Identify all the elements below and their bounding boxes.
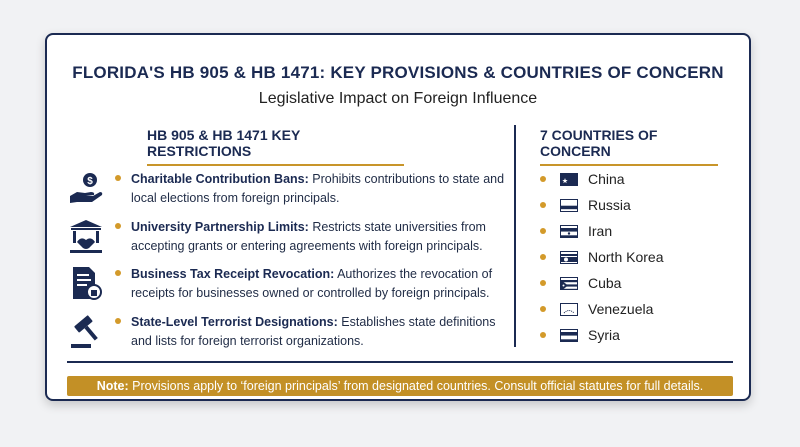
country-item — [540, 300, 720, 320]
russia-flag-icon — [560, 199, 578, 212]
restrictions-heading: HB 905 & HB 1471 KEY RESTRICTIONS — [147, 127, 404, 166]
gavel-icon — [67, 313, 105, 351]
footer-divider — [67, 361, 733, 363]
page-subtitle: Legislative Impact on Foreign Influence — [258, 90, 538, 107]
provision-text — [131, 218, 511, 256]
iran-flag-icon — [560, 225, 578, 238]
country-item — [540, 170, 720, 190]
syria-flag-icon — [560, 329, 578, 342]
svg-text:$: $ — [87, 176, 93, 187]
country-name: Iran — [588, 223, 613, 239]
bullet-dot — [540, 176, 546, 182]
provision-description: Authorizes the revocation of receipts for businesses owned or controlled by foreign principals. — [131, 267, 493, 300]
provision-text — [131, 313, 511, 351]
page-title: FLORIDA'S HB 905 & HB 1471: KEY PROVISIONS & COUNTRIES OF CONCERN — [72, 63, 724, 82]
country-name: North Korea — [588, 249, 664, 265]
country-item — [540, 274, 720, 294]
infographic-card — [45, 33, 751, 401]
provision-text — [131, 170, 511, 208]
note-label: Note: — [96, 379, 129, 393]
provision-description: Restricts state universities from accepting grants or entering agreements with foreign principals. — [131, 220, 486, 253]
provision-separator: : — [333, 315, 338, 329]
column-divider — [514, 125, 516, 347]
provision-item — [67, 313, 497, 359]
provision-separator: : — [330, 267, 335, 281]
country-name: Syria — [588, 327, 620, 343]
note-banner — [67, 376, 733, 396]
north-korea-flag-icon — [560, 251, 578, 264]
bullet-dot — [540, 332, 546, 338]
bullet-dot — [115, 318, 121, 324]
country-item — [540, 196, 720, 216]
bullet-dot — [540, 228, 546, 234]
provision-description: Establishes state definitions and lists for foreign terrorist organizations. — [131, 315, 496, 348]
bullet-dot — [540, 254, 546, 260]
bullet-dot — [115, 270, 121, 276]
bullet-dot — [540, 202, 546, 208]
bullet-dot — [115, 223, 121, 229]
country-item — [540, 326, 720, 346]
provision-separator: : — [304, 172, 309, 186]
venezuela-flag-icon — [560, 303, 578, 316]
provision-item — [67, 265, 497, 311]
bullet-dot — [540, 306, 546, 312]
document-revoke-icon — [67, 265, 105, 303]
country-name: Cuba — [588, 275, 622, 291]
country-item — [540, 248, 720, 268]
provision-title: Charitable Contribution Bans — [131, 172, 305, 186]
cuba-flag-icon — [560, 277, 578, 290]
provision-title: State-Level Terrorist Designations — [131, 315, 334, 329]
bullet-dot — [540, 280, 546, 286]
provision-item — [67, 218, 497, 264]
country-name: Venezuela — [588, 301, 654, 317]
provision-item — [67, 170, 505, 216]
country-item — [540, 222, 720, 242]
university-handshake-icon — [67, 218, 105, 256]
provision-text — [131, 265, 511, 303]
countries-heading: 7 COUNTRIES OF CONCERN — [540, 127, 718, 166]
donation-hand-icon — [67, 170, 105, 208]
provision-description: Prohibits contributions to state and local elections from foreign principals. — [131, 172, 505, 205]
note-text: Provisions apply to ‘foreign principals’ from designated countries. Consult official statutes for full details. — [128, 379, 704, 393]
provision-title: University Partnership Limits — [131, 220, 305, 234]
bullet-dot — [115, 175, 121, 181]
provision-title: Business Tax Receipt Revocation — [131, 267, 331, 281]
country-name: Russia — [588, 197, 631, 213]
provision-separator: : — [304, 220, 309, 234]
china-flag-icon — [560, 173, 578, 186]
country-name: China — [588, 171, 625, 187]
